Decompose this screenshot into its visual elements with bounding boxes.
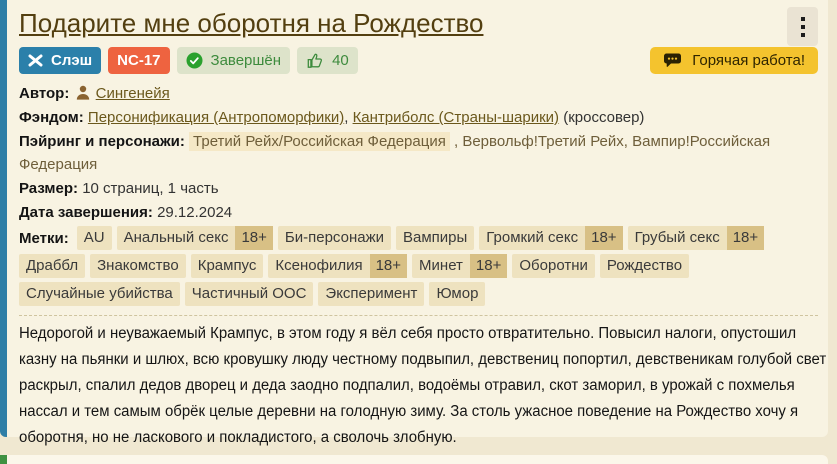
tag[interactable] bbox=[512, 254, 595, 278]
fandom-label: Фэндом: bbox=[19, 109, 84, 126]
tag-label: Би-персонажи bbox=[284, 229, 384, 246]
tag[interactable] bbox=[185, 282, 314, 306]
author-link[interactable]: Сингенейя bbox=[95, 85, 170, 102]
status-badge bbox=[177, 47, 291, 74]
tag-label: AU bbox=[83, 229, 105, 246]
pairing-label: Пэйринг и персонажи: bbox=[19, 133, 185, 150]
tag-label: Случайные убийства bbox=[26, 285, 173, 302]
fandom-separator: , bbox=[344, 109, 353, 126]
tags-label: Метки: bbox=[19, 229, 69, 247]
tag[interactable] bbox=[318, 282, 424, 306]
date-value: 29.12.2024 bbox=[157, 204, 233, 221]
pairing-characters[interactable]: , Вервольф!Третий Рейх, Вампир!Российская Федерация bbox=[19, 133, 771, 173]
tag[interactable] bbox=[90, 254, 186, 278]
tag-label: Громкий секс bbox=[486, 229, 579, 246]
size-label: Размер: bbox=[19, 180, 79, 197]
thumbs-up-icon bbox=[306, 52, 324, 69]
size-row bbox=[19, 177, 818, 200]
meta-block bbox=[19, 82, 818, 306]
adult-badge: 18+ bbox=[727, 226, 764, 250]
adult-badge: 18+ bbox=[470, 254, 507, 278]
tag-label: Рождество bbox=[606, 257, 683, 274]
direction-badge bbox=[19, 47, 101, 74]
tag-label: Грубый секс bbox=[634, 229, 720, 246]
tag[interactable] bbox=[479, 226, 622, 250]
tag-label: Ксенофилия bbox=[275, 257, 363, 274]
kebab-dot bbox=[801, 33, 805, 37]
date-label: Дата завершения: bbox=[19, 204, 153, 221]
tag[interactable] bbox=[412, 254, 507, 278]
tag-label: Знакомство bbox=[97, 257, 179, 274]
tag[interactable] bbox=[77, 226, 112, 250]
hot-work-button[interactable] bbox=[650, 47, 818, 74]
fandom-link[interactable]: Персонификация (Антропоморфики) bbox=[87, 109, 345, 126]
fandom-suffix: (кроссовер) bbox=[559, 109, 645, 126]
author-label: Автор: bbox=[19, 85, 70, 102]
tag-label: Оборотни bbox=[519, 257, 588, 274]
fandom-row bbox=[19, 106, 818, 129]
chat-icon bbox=[663, 53, 682, 68]
kebab-dot bbox=[801, 17, 805, 21]
next-card-preview bbox=[0, 455, 828, 464]
tag[interactable] bbox=[628, 226, 765, 250]
crossed-swords-icon bbox=[28, 54, 43, 67]
pairing-row bbox=[19, 130, 818, 176]
adult-badge: 18+ bbox=[370, 254, 407, 278]
tag[interactable] bbox=[268, 254, 407, 278]
tag-label: Драббл bbox=[26, 257, 79, 274]
tag[interactable] bbox=[600, 254, 689, 278]
adult-badge: 18+ bbox=[585, 226, 622, 250]
tag-label: Частичный ООС bbox=[191, 285, 307, 302]
tag-label: Вампиры bbox=[402, 229, 468, 246]
direction-label: Слэш bbox=[51, 52, 93, 69]
rating-label: NC-17 bbox=[117, 52, 161, 69]
tag-label: Минет bbox=[419, 257, 463, 274]
tag[interactable] bbox=[19, 254, 85, 278]
tag-label: Юмор bbox=[436, 285, 479, 302]
rating-badge bbox=[108, 47, 169, 74]
pairing-main-tag[interactable]: Третий Рейх/Российская Федерация bbox=[189, 132, 450, 151]
tag[interactable] bbox=[429, 282, 485, 306]
badges-row bbox=[19, 47, 818, 74]
fandom-link[interactable]: Кантриболс (Страны-шарики) bbox=[352, 109, 560, 126]
tags-list bbox=[19, 226, 818, 306]
tag-label: Крампус bbox=[197, 257, 257, 274]
tag-label: Эксперимент bbox=[325, 285, 418, 302]
tag[interactable] bbox=[19, 282, 180, 306]
date-row bbox=[19, 201, 818, 224]
tag[interactable] bbox=[117, 226, 273, 250]
author-row bbox=[19, 82, 818, 105]
person-icon bbox=[76, 85, 90, 100]
description-text: Недорогой и неуважаемый Крампус, в этом году я вёл себя просто отвратительно. Повысил налоги, опустошил казну на пьянки и шлюх, всю кровушку люду честному подвыпил, девствениц попортил, девственикам голубой свет раскрыл, спалил дедов дворец и деда заодно подпалил, водоёмы отравил, скот заморил, в урожай с похмелья нассал и тем самым обрёк целые деревни на голодную зиму. За столь ужасное поведение на Рождество хочу я оборотня, но не ласкового и покладистого, а сволочь злобную. bbox=[19, 325, 827, 446]
tag[interactable] bbox=[191, 254, 264, 278]
title-row bbox=[19, 4, 818, 40]
size-value: 10 страниц, 1 часть bbox=[82, 180, 219, 197]
tag[interactable] bbox=[396, 226, 474, 250]
check-circle-icon bbox=[186, 52, 203, 69]
adult-badge: 18+ bbox=[235, 226, 272, 250]
hot-work-label: Горячая работа! bbox=[692, 52, 805, 69]
fanfic-title-link[interactable]: Подарите мне оборотня на Рождество bbox=[19, 8, 484, 38]
likes-count: 40 bbox=[332, 52, 349, 69]
likes-badge[interactable] bbox=[297, 47, 358, 74]
status-label: Завершён bbox=[210, 52, 282, 69]
kebab-dot bbox=[801, 25, 805, 29]
divider bbox=[19, 315, 818, 316]
kebab-menu-button[interactable] bbox=[787, 7, 818, 46]
tag-label: Анальный секс bbox=[123, 229, 229, 246]
tag[interactable] bbox=[278, 226, 391, 250]
